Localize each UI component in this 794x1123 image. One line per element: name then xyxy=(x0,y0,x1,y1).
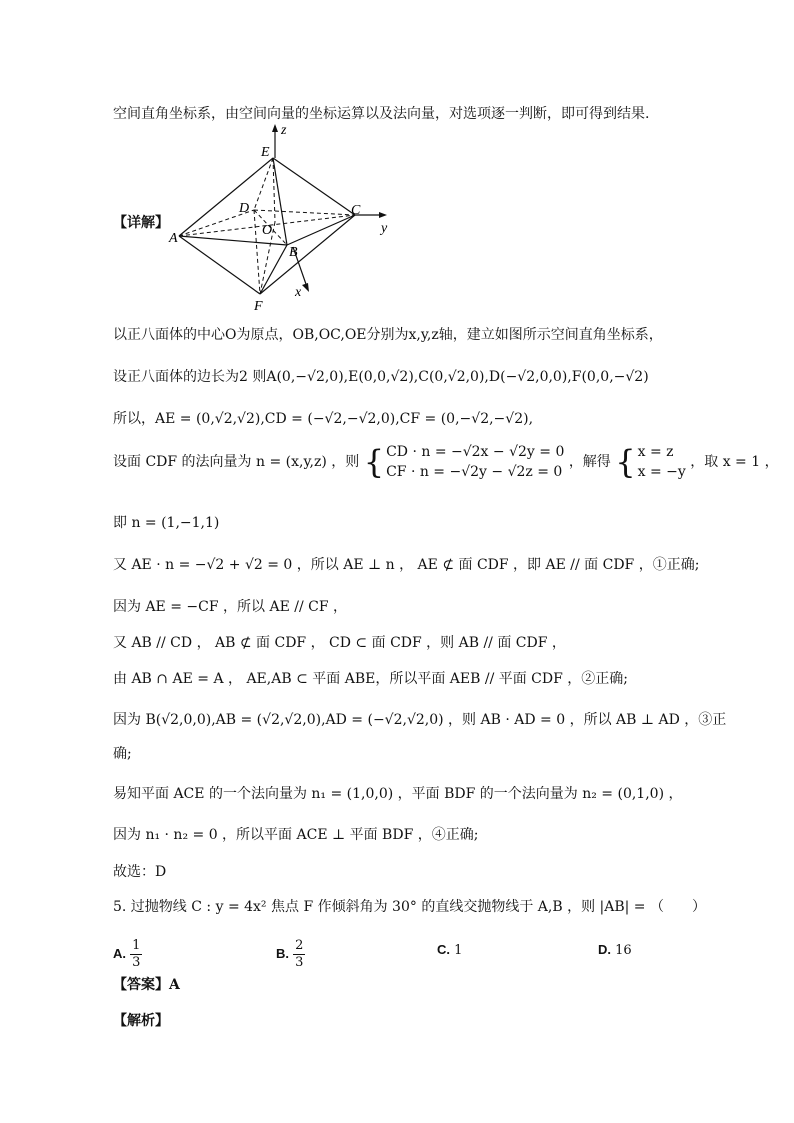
option-a-label: A. xyxy=(113,946,126,961)
solution-line-12: 易知平面 ACE 的一个法向量为 n₁ = (1,0,0) ，平面 BDF 的一个法向量为 n₂ = (0,1,0) ， xyxy=(113,786,683,802)
solution-line-8: 又 AB // CD ， AB ⊄ 面 CDF ， CD ⊂ 面 CDF ，则 AB // 面 CDF ， xyxy=(113,635,566,651)
option-b-fraction xyxy=(293,938,305,971)
detail-label: 【详解】 xyxy=(113,215,169,231)
label-C: C xyxy=(351,203,361,218)
solution-line-1: 以正八面体的中心O为原点，OB,OC,OE分别为x,y,z轴，建立如图所示空间直角坐标系， xyxy=(113,327,663,343)
solution-line-3: 所以，AE = (0,√2,√2),CD = (−√2,−√2,0),CF = (0,−√2,−√2), xyxy=(113,411,534,427)
answer-label: 【答案】A xyxy=(113,977,180,993)
solution-eq-2: x = −y xyxy=(637,464,686,480)
system-eq-2: CF · n = −√2y − √2z = 0 xyxy=(386,464,563,480)
option-a xyxy=(113,938,142,971)
solution-line-14: 故选：D xyxy=(113,864,167,880)
z-axis-arrow xyxy=(272,124,278,132)
label-D: D xyxy=(239,201,250,216)
edge-CF xyxy=(260,215,355,294)
edge-DC xyxy=(254,210,355,215)
solution-line-13: 因为 n₁ · n₂ = 0 ，所以平面 ACE ⊥ 平面 BDF ，④正确; xyxy=(113,827,479,843)
edge-EC xyxy=(273,158,355,215)
option-a-fraction xyxy=(130,938,142,971)
y-axis-arrow xyxy=(379,212,387,218)
edge-DF xyxy=(254,210,260,294)
label-A: A xyxy=(169,231,178,246)
label-z: z xyxy=(281,123,287,138)
solution-line-5: 即 n = (1,−1,1) xyxy=(113,515,220,531)
solution-system xyxy=(638,442,686,482)
solution-line-6: 又 AE · n = −√2 + √2 = 0 ，所以 AE ⊥ n ， AE ⊄ 面 CDF ，即 AE // 面 CDF ，①正确; xyxy=(113,557,700,573)
option-b xyxy=(276,938,305,971)
solution-eq-1: x = z xyxy=(637,444,674,460)
option-b-label: B. xyxy=(276,946,289,961)
intro-text: 空间直角坐标系，由空间向量的坐标运算以及法向量，对选项逐一判断，即可得到结果. xyxy=(113,106,650,122)
edge-AF xyxy=(179,236,260,294)
solution-line-11: 确; xyxy=(113,746,132,762)
option-c-label: C. xyxy=(437,942,450,957)
system-eq-1: CD · n = −√2x − √2y = 0 xyxy=(386,444,565,460)
option-d-value: 16 xyxy=(615,943,632,958)
question-5: 5. 过抛物线 C : y = 4x² 焦点 F 作倾斜角为 30° 的直线交抛物线于 A,B ，则 |AB| = （ ） xyxy=(113,899,706,915)
octahedron-figure xyxy=(165,122,425,312)
solution-line-9: 由 AB ∩ AE = A ， AE,AB ⊂ 平面 ABE，所以平面 AEB // 平面 CDF ，②正确; xyxy=(113,671,628,687)
label-O: O xyxy=(262,223,273,238)
edge-BF xyxy=(260,245,287,294)
solution-line-2: 设正八面体的边长为2 则A(0,−√2,0),E(0,0,√2),C(0,√2,0),D(−√2,0,0),F(0,0,−√2) xyxy=(113,369,649,385)
label-x: x xyxy=(295,285,302,300)
label-E: E xyxy=(261,145,270,160)
equation-system xyxy=(386,442,564,482)
solution-line-10: 因为 B(√2,0,0),AB = (√2,√2,0),AD = (−√2,√2,0) ，则 AB · AD = 0 ，所以 AB ⊥ AD ，③正 xyxy=(113,712,727,728)
option-c xyxy=(437,942,462,958)
option-a-numerator: 1 xyxy=(132,938,141,953)
edge-AE xyxy=(179,158,273,236)
option-b-numerator: 2 xyxy=(295,938,304,953)
system-brace: { xyxy=(363,443,385,481)
option-c-value: 1 xyxy=(454,943,463,958)
option-b-denominator: 3 xyxy=(295,955,304,970)
x-axis-arrow xyxy=(302,283,309,292)
option-d xyxy=(598,942,632,958)
option-d-label: D. xyxy=(598,942,611,957)
normal-vector-intro: 设面 CDF 的法向量为 n = (x,y,z) ，则 xyxy=(113,454,360,470)
solution-line-7: 因为 AE = −CF ，所以 AE // CF ， xyxy=(113,599,348,615)
label-F: F xyxy=(254,299,263,312)
take-x-text: ，取 x = 1 ， xyxy=(690,454,779,470)
solution-brace: { xyxy=(615,443,636,481)
label-y: y xyxy=(381,221,388,236)
option-a-denominator: 3 xyxy=(132,955,141,970)
solution-line-4 xyxy=(113,442,779,482)
analysis-label: 【解析】 xyxy=(113,1013,169,1029)
solve-text: ，解得 xyxy=(568,454,611,470)
label-B: B xyxy=(289,245,298,260)
